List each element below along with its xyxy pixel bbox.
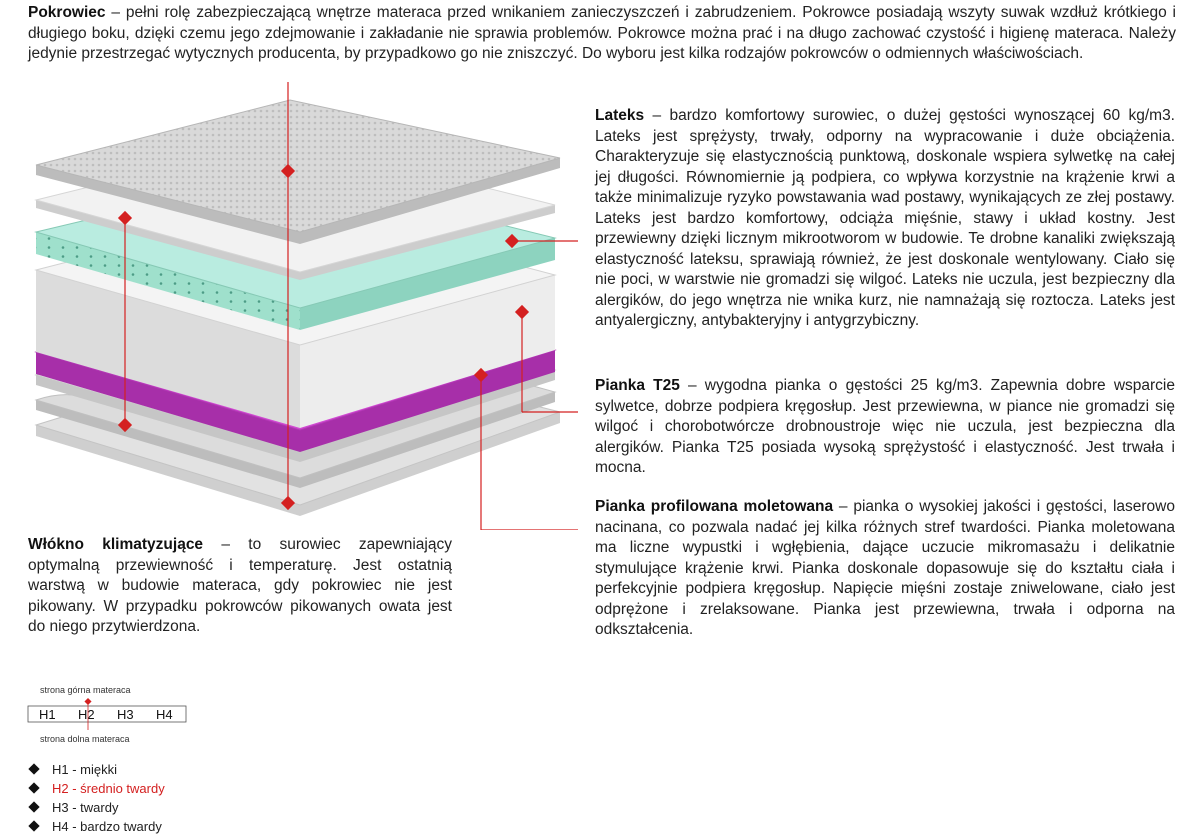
cover-description bbox=[28, 3, 1176, 65]
fiber-description bbox=[28, 535, 452, 638]
scale-cell-h2: H2 bbox=[78, 707, 95, 722]
profiled-foam-text: – pianka o wysokiej jakości i gęstości, laserowo nacinana, co pozwala nadać jej kilka różnych stref twardości. Pianka moletowana ma liczne wypustki i wgłębienia, dające uczucie mikromasażu i delikatnie stymulujące krążenie krwi. Pianka doskonale dopasowuje się do kształtu ciała i perfekcyjnie podpiera kręgosłup. Napięcie mięśni zostaje zniwelowane, ciało jest odprężone i zrelaksowane. Pianka jest przewiewna, trwała i odporna na odkształcenia. bbox=[595, 498, 1175, 638]
diamond-icon bbox=[28, 820, 39, 831]
fiber-title: Włókno klimatyzujące bbox=[28, 536, 204, 553]
scale-marker bbox=[84, 698, 91, 705]
latex-title: Lateks bbox=[595, 107, 645, 124]
legend-item-h1 bbox=[30, 760, 230, 779]
legend-label: H1 - miękki bbox=[52, 762, 118, 777]
legend-label: H3 - twardy bbox=[52, 800, 119, 815]
fiber-text: – to surowiec zapewniający optymalną przewiewność i temperaturę. Jest ostatnią warstwą w budowie materaca, gdy pokrowiec nie jest pikowany. W przypadku pokrowców pikowanych owata jest do niego przytwierdzona. bbox=[28, 536, 452, 635]
scale-cell-h4: H4 bbox=[156, 707, 173, 722]
hardness-scale bbox=[20, 680, 220, 750]
t25-text: – wygodna pianka o gęstości 25 kg/m3. Zapewnia dobre wsparcie sylwetce, dobrze podpiera kręgosłup. Jest przewiewna, w piance nie gromadzi się wilgoć i chorobotwórcze drobnoustroje więc nie uczula, jest bezpieczna dla alergików. Pianka T25 posiada wysoką sprężystość i elastyczność. Jest trwała i mocna. bbox=[595, 377, 1175, 476]
diamond-icon bbox=[28, 763, 39, 774]
t25-title: Pianka T25 bbox=[595, 377, 680, 394]
latex-description bbox=[595, 106, 1175, 332]
cover-title: Pokrowiec bbox=[28, 4, 106, 21]
scale-cell-h3: H3 bbox=[117, 707, 134, 722]
cover-text: – pełni rolę zabezpieczającą wnętrze materaca przed wnikaniem zanieczyszczeń i zabrudzeniem. Pokrowce posiadają wszyty suwak wzdłuż krótkiego i długiego boku, dzięki czemu jego zdejmowanie i zakładanie nie sprawia problemów. Pokrowce można prać i na długo zachować czystość i higienę materaca. Należy jedynie przestrzegać wytycznych producenta, by przypadkowo go nie zniszczyć. Do wyboru jest kilka rodzajów pokrowców o odmiennych właściwościach. bbox=[28, 4, 1176, 62]
diamond-icon bbox=[28, 801, 39, 812]
scale-bottom-label: strona dolna materaca bbox=[40, 734, 130, 744]
mattress-layers-diagram bbox=[0, 70, 600, 530]
legend-label: H4 - bardzo twardy bbox=[52, 819, 162, 834]
legend-label: H2 - średnio twardy bbox=[52, 781, 165, 796]
scale-top-label: strona górna materaca bbox=[40, 685, 131, 695]
profiled-foam-description bbox=[595, 497, 1175, 641]
latex-text: – bardzo komfortowy surowiec, o dużej gęstości wynoszącej 60 kg/m3. Lateks jest sprężysty, trwały, odporny na wypracowanie i duże obciążenia. Charakteryzuje się elastycznością punktową, doskonale wspiera sylwetkę na całej jej długości. Równomiernie ją podpiera, co wpływa korzystnie na krążenie krwi a także minimalizuje ryzyko powstawania wad postawy, wynikających ze złej postawy. Lateks jest bardzo komfortowy, odciąża mięśnie, stawy i układ kostny. Jest przewiewny dzięki licznym mikrootworom w budowie. Te drobne kanaliki zwiększają elastyczność lateksu, sprawiają również, że jest doskonale wentylowany. Ciało się nie poci, w warstwie nie gromadzi się wilgoć. Lateks nie uczula, jest bezpieczny dla alergików, do jego wnętrza nie wnika kurz, nie namnażają się roztocza. Lateks jest antyalergiczny, antybakteryjny i antygrzybiczny. bbox=[595, 107, 1175, 329]
legend-item-h3 bbox=[30, 798, 230, 817]
scale-cell-h1: H1 bbox=[39, 707, 56, 722]
legend-item-h2 bbox=[30, 779, 230, 798]
profiled-foam-title: Pianka profilowana moletowana bbox=[595, 498, 834, 515]
hardness-legend bbox=[30, 760, 230, 836]
legend-item-h4 bbox=[30, 817, 230, 836]
diamond-icon bbox=[28, 782, 39, 793]
t25-description bbox=[595, 376, 1175, 479]
